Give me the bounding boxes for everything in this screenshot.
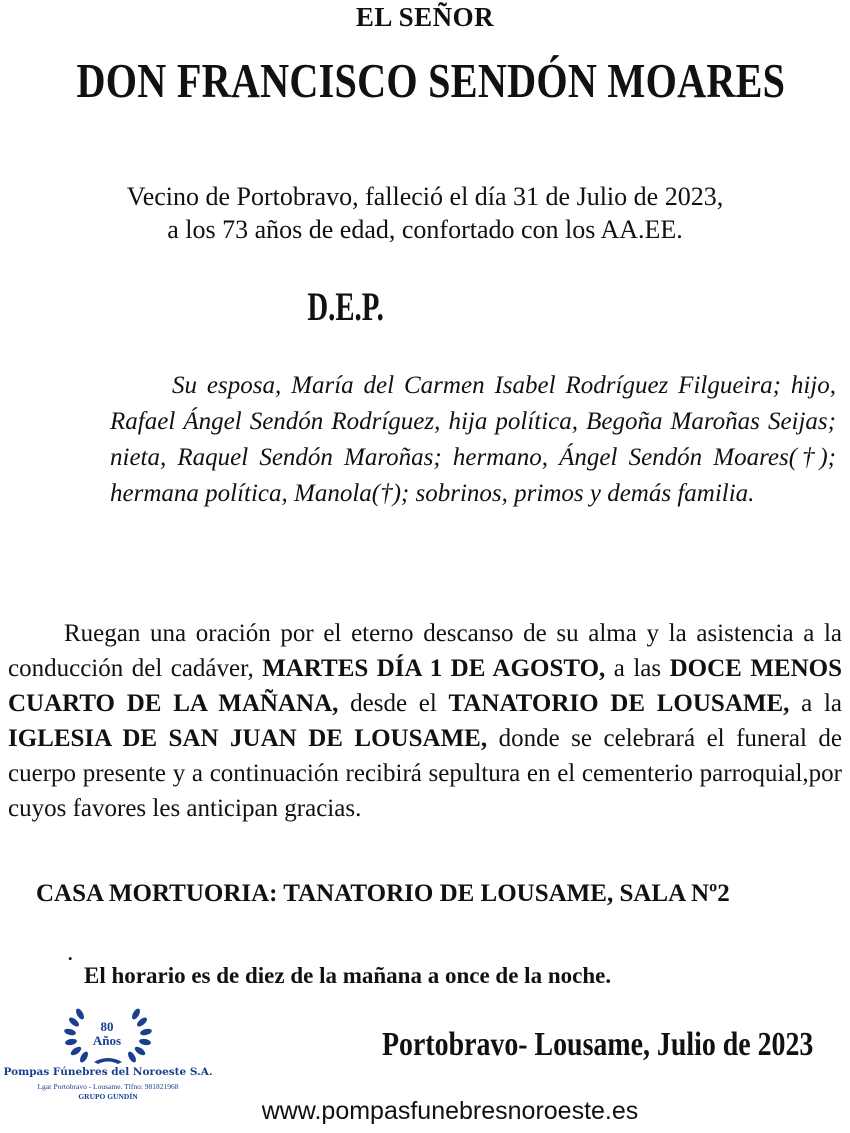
announcement-line-2: a los 73 años de edad, confortado con los AA.EE.	[167, 215, 683, 244]
place-and-date: Portobravo- Lousame, Julio de 2023	[382, 1026, 814, 1063]
logo-badge-number: 80	[100, 1019, 114, 1034]
logo-group: GRUPO GUNDÍN	[78, 1092, 138, 1101]
prayer-church: IGLESIA DE SAN JUAN DE LOUSAME,	[8, 725, 488, 752]
family-paragraph: Su esposa, María del Carmen Isabel Rodríguez Filgueira; hijo, Rafael Ángel Sendón Rodríguez, hija política, Begoña Maroñas Seijas; nieta, Raquel Sendón Maroñas; hermano, Ángel Sendón Moares(†); hermana política, Manola(†); sobrinos, primos y demás familia.	[110, 372, 836, 507]
rip-abbreviation: D.E.P.	[307, 284, 384, 329]
announcement-line-1: Vecino de Portobravo, falleció el día 31 de Julio de 2023,	[126, 182, 724, 211]
prayer-text-3: desde el	[338, 690, 449, 717]
prayer-text-2: a las	[605, 655, 670, 682]
funeral-home: CASA MORTUORIA: TANATORIO DE LOUSAME, SALA Nº2	[36, 880, 730, 907]
stray-dot: .	[68, 944, 73, 964]
logo-badge	[72, 1020, 142, 1048]
prayer-time: DOCE MENOS CUARTO DE LA MAÑANA,	[8, 655, 842, 717]
prayer-date: MARTES DÍA 1 DE AGOSTO,	[262, 655, 606, 682]
notice-heading: EL SEÑOR	[355, 2, 495, 32]
prayer-text-4: a la	[789, 690, 843, 717]
visiting-hours: El horario es de diez de la mañana a once de la noche.	[84, 963, 612, 988]
deceased-name: DON FRANCISCO SENDÓN MOARES	[76, 53, 786, 108]
logo-badge-word: Años	[92, 1033, 122, 1048]
prayer-text-1: Ruegan una oración por el eterno descanso de su alma y la asistencia a la conducción del cadáver,	[8, 620, 842, 682]
logo-company-name: Pompas Fúnebres del Noroeste S.A.	[3, 1066, 213, 1078]
website-url: www.pompasfunebresnoroeste.es	[261, 1097, 639, 1125]
death-announcement	[0, 180, 850, 246]
prayer-paragraph	[8, 616, 842, 826]
prayer-origin: TANATORIO DE LOUSAME,	[448, 690, 790, 717]
company-logo	[0, 1002, 216, 1110]
logo-address: Lgar Portobravo - Lousame. Tlfno: 981821968	[37, 1082, 179, 1091]
prayer-text-5: donde se celebrará el funeral de cuerpo presente y a continuación recibirá sepultura en el cementerio parroquial,por cuyos favores les anticipan gracias.	[8, 725, 842, 822]
